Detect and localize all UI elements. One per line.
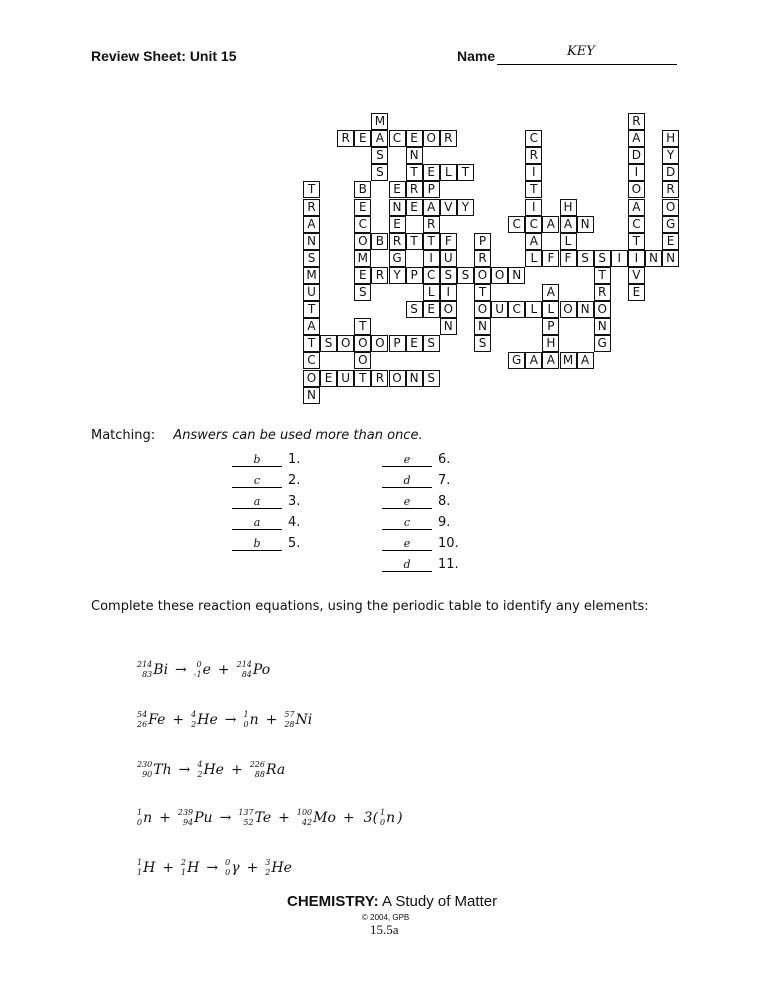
crossword-cell[interactable]: N (662, 250, 679, 267)
reaction-equation (137, 760, 285, 780)
nuclide (137, 808, 152, 828)
crossword-cell[interactable]: E (389, 216, 406, 233)
crossword-cell[interactable]: H (542, 335, 559, 352)
atomic-number: 1 (181, 868, 187, 877)
nuclide (284, 710, 312, 730)
nuclide (194, 660, 211, 680)
crossword-cell[interactable]: P (542, 318, 559, 335)
nuclide (137, 858, 155, 878)
matching-item (232, 494, 300, 514)
crossword-cell[interactable]: S (440, 267, 457, 284)
matching-item (382, 557, 459, 577)
matching-instruction: Answers can be used more than once. (173, 428, 423, 443)
crossword-cell[interactable]: L (560, 233, 577, 250)
crossword-cell[interactable]: M (560, 352, 577, 369)
matching-section (91, 428, 423, 443)
element-symbol: n (143, 810, 153, 826)
crossword-cell[interactable]: I (628, 164, 645, 181)
nuclide (237, 660, 271, 680)
crossword-cell[interactable]: T (303, 335, 320, 352)
equation-operator: + (172, 712, 185, 728)
crossword-cell[interactable]: T (406, 164, 423, 181)
element-symbol: n (386, 810, 396, 826)
matching-answer-blank[interactable]: e (382, 495, 432, 509)
nuclide (191, 710, 218, 730)
crossword-cell[interactable]: T (525, 181, 542, 198)
crossword-cell[interactable]: N (389, 199, 406, 216)
equation-operator: + (159, 810, 171, 826)
crossword-cell[interactable]: S (474, 335, 491, 352)
crossword-cell[interactable]: T (628, 233, 645, 250)
atomic-number: 2 (265, 868, 271, 877)
crossword-cell[interactable]: D (662, 164, 679, 181)
crossword-cell[interactable]: E (389, 181, 406, 198)
element-symbol: Te (254, 810, 272, 826)
crossword-cell[interactable]: E (662, 233, 679, 250)
crossword-cell[interactable]: G (508, 352, 525, 369)
element-symbol: Bi (153, 662, 169, 678)
crossword-cell[interactable]: O (354, 352, 371, 369)
mass-number: 4 (197, 760, 203, 769)
matching-answer-blank[interactable]: e (382, 537, 432, 551)
crossword-cell[interactable]: S (594, 250, 611, 267)
crossword-cell[interactable]: A (577, 352, 594, 369)
name-label: Name (457, 48, 496, 64)
matching-item-number: 3. (288, 494, 301, 509)
crossword-cell[interactable]: S (577, 250, 594, 267)
crossword-cell[interactable]: N (645, 250, 662, 267)
element-symbol: Pu (194, 810, 213, 826)
crossword-cell[interactable]: A (628, 199, 645, 216)
element-symbol: H (187, 860, 200, 876)
crossword-cell[interactable]: C (389, 130, 406, 147)
crossword-cell[interactable]: M (303, 267, 320, 284)
matching-item (382, 473, 450, 493)
crossword-cell[interactable]: R (371, 267, 388, 284)
crossword-cell[interactable]: G (594, 335, 611, 352)
footer-copyright: © 2004, GPB (362, 913, 410, 922)
mass-number: 214 (137, 660, 153, 669)
mass-number: 1 (243, 710, 249, 719)
nuclide (137, 760, 172, 780)
matching-item-number: 10. (438, 536, 459, 551)
equation-operator: → (206, 860, 219, 876)
crossword-cell[interactable]: T (354, 370, 371, 387)
element-symbol: γ (231, 860, 240, 876)
crossword-cell[interactable]: N (594, 318, 611, 335)
crossword-cell[interactable]: A (525, 352, 542, 369)
crossword-cell[interactable]: S (423, 370, 440, 387)
crossword-cell[interactable]: E (354, 267, 371, 284)
crossword-cell[interactable]: N (440, 318, 457, 335)
crossword-cell[interactable]: T (457, 164, 474, 181)
matching-item (232, 473, 300, 493)
nuclide (238, 808, 271, 828)
page-title: Review Sheet: Unit 15 (91, 48, 237, 64)
equation-operator: → (175, 662, 187, 678)
matching-item (382, 536, 459, 556)
crossword-cell[interactable]: F (542, 250, 559, 267)
crossword-cell[interactable]: R (474, 250, 491, 267)
crossword-cell[interactable]: O (628, 181, 645, 198)
crossword-cell[interactable]: I (423, 250, 440, 267)
atomic-number: 90 (142, 770, 153, 779)
crossword-cell[interactable]: R (440, 130, 457, 147)
matching-item (232, 536, 300, 556)
mass-number: 2 (181, 858, 187, 867)
crossword-cell[interactable]: A (525, 233, 542, 250)
crossword-cell[interactable]: S (303, 250, 320, 267)
matching-answer-blank[interactable]: c (232, 474, 282, 488)
crossword-cell[interactable]: E (320, 370, 337, 387)
crossword-cell[interactable]: T (406, 233, 423, 250)
crossword-cell[interactable]: Y (389, 267, 406, 284)
nuclide (137, 710, 165, 730)
element-symbol: He (197, 712, 218, 728)
element-symbol: Mo (313, 810, 336, 826)
crossword-cell[interactable]: C (628, 216, 645, 233)
crossword-cell[interactable]: T (303, 181, 320, 198)
crossword-cell[interactable]: E (423, 301, 440, 318)
nuclide (197, 760, 224, 780)
crossword-cell[interactable]: S (406, 301, 423, 318)
crossword-cell[interactable]: E (354, 199, 371, 216)
crossword-cell[interactable]: O (423, 130, 440, 147)
crossword-cell[interactable]: P (389, 335, 406, 352)
element-symbol: He (271, 860, 292, 876)
equation-text: ) (397, 810, 403, 826)
crossword-cell[interactable]: C (525, 216, 542, 233)
crossword-cell[interactable]: P (423, 181, 440, 198)
crossword-cell[interactable]: Y (457, 199, 474, 216)
crossword-cell[interactable]: R (303, 199, 320, 216)
crossword-cell[interactable]: N (303, 233, 320, 250)
reaction-equation (137, 660, 270, 680)
mass-number: 226 (249, 760, 265, 769)
crossword-cell[interactable]: P (474, 233, 491, 250)
atomic-number: 94 (182, 818, 194, 827)
matching-answer-blank[interactable]: c (382, 516, 432, 530)
mass-number: 54 (137, 710, 148, 719)
crossword-cell[interactable]: E (406, 199, 423, 216)
crossword-cell[interactable]: N (508, 267, 525, 284)
atomic-number: 0 (225, 868, 231, 877)
mass-number: 0 (225, 858, 231, 867)
crossword-cell[interactable]: O (440, 301, 457, 318)
element-symbol: H (143, 860, 156, 876)
crossword-cell[interactable]: B (354, 181, 371, 198)
element-symbol: Ra (265, 762, 286, 778)
nuclide (181, 858, 199, 878)
crossword-cell[interactable]: A (542, 284, 559, 301)
matching-answer-blank[interactable]: a (232, 495, 282, 509)
crossword-cell[interactable]: R (628, 113, 645, 130)
crossword-cell[interactable]: F (440, 233, 457, 250)
crossword-cell[interactable]: N (406, 370, 423, 387)
crossword-cell[interactable]: A (628, 130, 645, 147)
atomic-number: 0 (243, 720, 249, 729)
crossword-cell[interactable]: E (406, 335, 423, 352)
crossword-cell[interactable]: U (337, 370, 354, 387)
crossword-cell[interactable]: I (525, 199, 542, 216)
equation-text: 3( (363, 810, 379, 826)
page-number: 15.5a (370, 922, 399, 937)
matching-item (382, 494, 450, 514)
equation-operator: → (178, 762, 191, 778)
crossword-cell[interactable]: V (440, 199, 457, 216)
atomic-number: 26 (137, 720, 148, 729)
mass-number: 1 (137, 858, 143, 867)
crossword-cell[interactable]: C (525, 130, 542, 147)
crossword-cell[interactable]: L (423, 284, 440, 301)
matching-answer-blank[interactable]: b (232, 453, 282, 467)
atomic-number: 2 (191, 720, 197, 729)
atomic-number: 0 (380, 818, 386, 827)
nuclide (250, 760, 286, 780)
crossword-cell[interactable]: C (303, 352, 320, 369)
crossword-cell[interactable]: A (560, 216, 577, 233)
mass-number: 0 (196, 660, 202, 669)
nuclide (225, 858, 239, 878)
crossword-cell[interactable]: A (542, 216, 559, 233)
crossword-cell[interactable]: R (406, 181, 423, 198)
crossword-cell[interactable]: M (371, 113, 388, 130)
crossword-cell[interactable]: O (371, 335, 388, 352)
crossword-cell[interactable]: V (628, 267, 645, 284)
matching-item (382, 452, 450, 472)
crossword-cell[interactable]: C (508, 301, 525, 318)
element-symbol: n (249, 712, 259, 728)
crossword-cell[interactable]: L (525, 301, 542, 318)
matching-item-number: 9. (438, 515, 451, 530)
crossword-cell[interactable]: E (354, 130, 371, 147)
crossword-cell[interactable]: E (628, 284, 645, 301)
matching-label: Matching: (91, 428, 156, 443)
atomic-number: 0 (137, 818, 143, 827)
crossword-cell[interactable]: N (303, 387, 320, 404)
nuclide (178, 808, 213, 828)
crossword-cell[interactable]: O (474, 267, 491, 284)
matching-item-number: 1. (288, 452, 301, 467)
crossword-cell[interactable]: A (303, 318, 320, 335)
crossword-cell[interactable]: O (389, 370, 406, 387)
equation-operator: → (219, 810, 232, 826)
crossword-cell[interactable]: N (577, 216, 594, 233)
crossword-cell[interactable]: T (303, 301, 320, 318)
mass-number: 100 (296, 808, 313, 817)
matching-answer-blank[interactable]: a (232, 516, 282, 530)
nuclide (265, 858, 292, 878)
matching-item (382, 515, 450, 535)
crossword-cell[interactable]: S (371, 147, 388, 164)
nuclide (137, 660, 168, 680)
crossword-cell[interactable]: O (303, 370, 320, 387)
crossword-cell[interactable]: U (303, 284, 320, 301)
crossword-cell[interactable]: L (440, 164, 457, 181)
equation-operator: + (162, 860, 175, 876)
crossword-cell[interactable]: S (354, 284, 371, 301)
nuclide (380, 808, 395, 828)
name-field[interactable] (497, 46, 677, 65)
crossword-cell[interactable]: O (337, 335, 354, 352)
matching-item-number: 8. (438, 494, 451, 509)
element-symbol: e (202, 662, 211, 678)
crossword-cell[interactable]: P (406, 267, 423, 284)
crossword-cell[interactable]: T (594, 267, 611, 284)
crossword-cell[interactable]: N (474, 318, 491, 335)
atomic-number: 84 (241, 670, 252, 679)
mass-number: 57 (284, 710, 295, 719)
equation-operator: + (217, 662, 230, 678)
crossword-cell[interactable]: R (389, 233, 406, 250)
equation-operator: + (246, 860, 259, 876)
crossword-cell[interactable]: F (560, 250, 577, 267)
crossword-cell[interactable]: A (423, 199, 440, 216)
reaction-equation (137, 858, 292, 878)
crossword-cell[interactable]: L (542, 301, 559, 318)
atomic-number: 88 (254, 770, 265, 779)
reaction-equation (137, 808, 405, 828)
crossword-cell[interactable]: O (594, 301, 611, 318)
matching-item-number: 2. (288, 473, 301, 488)
crossword-cell[interactable]: R (662, 181, 679, 198)
crossword-cell[interactable]: A (371, 130, 388, 147)
crossword-cell[interactable]: Y (662, 147, 679, 164)
crossword-cell[interactable]: M (354, 250, 371, 267)
crossword-cell[interactable]: S (371, 164, 388, 181)
atomic-number: 28 (284, 720, 295, 729)
equation-operator: → (224, 712, 237, 728)
mass-number: 214 (236, 660, 252, 669)
matching-answer-blank[interactable]: e (382, 453, 432, 467)
crossword-cell[interactable]: E (406, 130, 423, 147)
mass-number: 230 (137, 760, 153, 769)
crossword-cell[interactable]: R (371, 370, 388, 387)
atomic-number: 52 (243, 818, 254, 827)
crossword-cell[interactable]: U (491, 301, 508, 318)
crossword-cell[interactable]: O (354, 233, 371, 250)
crossword-cell[interactable]: R (423, 216, 440, 233)
element-symbol: Po (252, 662, 271, 678)
crossword-cell[interactable]: A (542, 352, 559, 369)
crossword-cell[interactable]: G (389, 250, 406, 267)
matching-answer-blank[interactable]: d (382, 558, 432, 572)
crossword-cell[interactable]: O (354, 335, 371, 352)
crossword-cell[interactable]: B (371, 233, 388, 250)
crossword-cell[interactable]: U (440, 250, 457, 267)
matching-answer-blank[interactable]: d (382, 474, 432, 488)
crossword-cell[interactable]: A (303, 216, 320, 233)
crossword-cell[interactable]: T (474, 284, 491, 301)
matching-item-number: 4. (288, 515, 301, 530)
crossword-cell[interactable]: I (628, 250, 645, 267)
element-symbol: Ni (295, 712, 313, 728)
crossword-cell[interactable]: I (611, 250, 628, 267)
element-symbol: He (203, 762, 224, 778)
crossword-cell[interactable]: T (354, 318, 371, 335)
crossword-cell[interactable]: L (525, 250, 542, 267)
crossword-cell[interactable]: D (628, 147, 645, 164)
matching-item-number: 6. (438, 452, 451, 467)
crossword-cell[interactable]: R (525, 147, 542, 164)
nuclide (243, 710, 258, 730)
mass-number: 4 (191, 710, 197, 719)
equation-operator: + (278, 810, 290, 826)
element-symbol: Fe (148, 712, 166, 728)
mass-number: 239 (177, 808, 194, 817)
element-symbol: Th (153, 762, 172, 778)
mass-number: 1 (380, 808, 386, 817)
crossword-cell[interactable]: E (423, 164, 440, 181)
name-value: KEY (567, 44, 595, 59)
reaction-equation (137, 710, 312, 730)
crossword-cell[interactable]: O (662, 199, 679, 216)
mass-number: 1 (137, 808, 143, 817)
mass-number: 3 (265, 858, 271, 867)
crossword-cell[interactable]: S (320, 335, 337, 352)
footer-brand-name: CHEMISTRY: (287, 893, 379, 910)
mass-number: 137 (238, 808, 254, 817)
crossword-cell[interactable]: N (406, 147, 423, 164)
crossword-cell[interactable]: I (440, 284, 457, 301)
matching-answer-blank[interactable]: b (232, 537, 282, 551)
nuclide (297, 808, 336, 828)
crossword-cell[interactable]: C (508, 216, 525, 233)
matching-item-number: 5. (288, 536, 301, 551)
crossword-cell[interactable]: H (560, 199, 577, 216)
equation-operator: + (265, 712, 278, 728)
crossword-cell[interactable]: H (662, 130, 679, 147)
matching-item-number: 11. (438, 557, 459, 572)
equation-operator: + (342, 810, 355, 826)
matching-item (232, 452, 300, 472)
footer-brand (287, 893, 497, 910)
atomic-number: 42 (301, 818, 313, 827)
footer-subtitle: A Study of Matter (378, 893, 498, 910)
crossword-cell[interactable]: T (423, 233, 440, 250)
crossword-cell[interactable]: O (560, 301, 577, 318)
crossword-cell[interactable]: N (577, 301, 594, 318)
matching-item (232, 515, 300, 535)
crossword-cell[interactable]: O (474, 301, 491, 318)
crossword-cell[interactable]: S (423, 335, 440, 352)
matching-item-number: 7. (438, 473, 451, 488)
crossword-cell[interactable]: O (491, 267, 508, 284)
crossword-cell[interactable]: R (337, 130, 354, 147)
atomic-number: 83 (142, 670, 153, 679)
crossword-cell[interactable]: R (594, 284, 611, 301)
equation-operator: + (230, 762, 243, 778)
atomic-number: 2 (197, 770, 203, 779)
atomic-number: -1 (193, 670, 202, 679)
crossword-cell[interactable]: C (423, 267, 440, 284)
atomic-number: 1 (137, 868, 143, 877)
crossword-cell[interactable]: G (662, 216, 679, 233)
crossword-cell[interactable]: I (525, 164, 542, 181)
crossword-cell[interactable]: C (354, 216, 371, 233)
reaction-instructions: Complete these reaction equations, using the periodic table to identify any elements: (91, 599, 649, 614)
crossword-cell[interactable]: S (457, 267, 474, 284)
